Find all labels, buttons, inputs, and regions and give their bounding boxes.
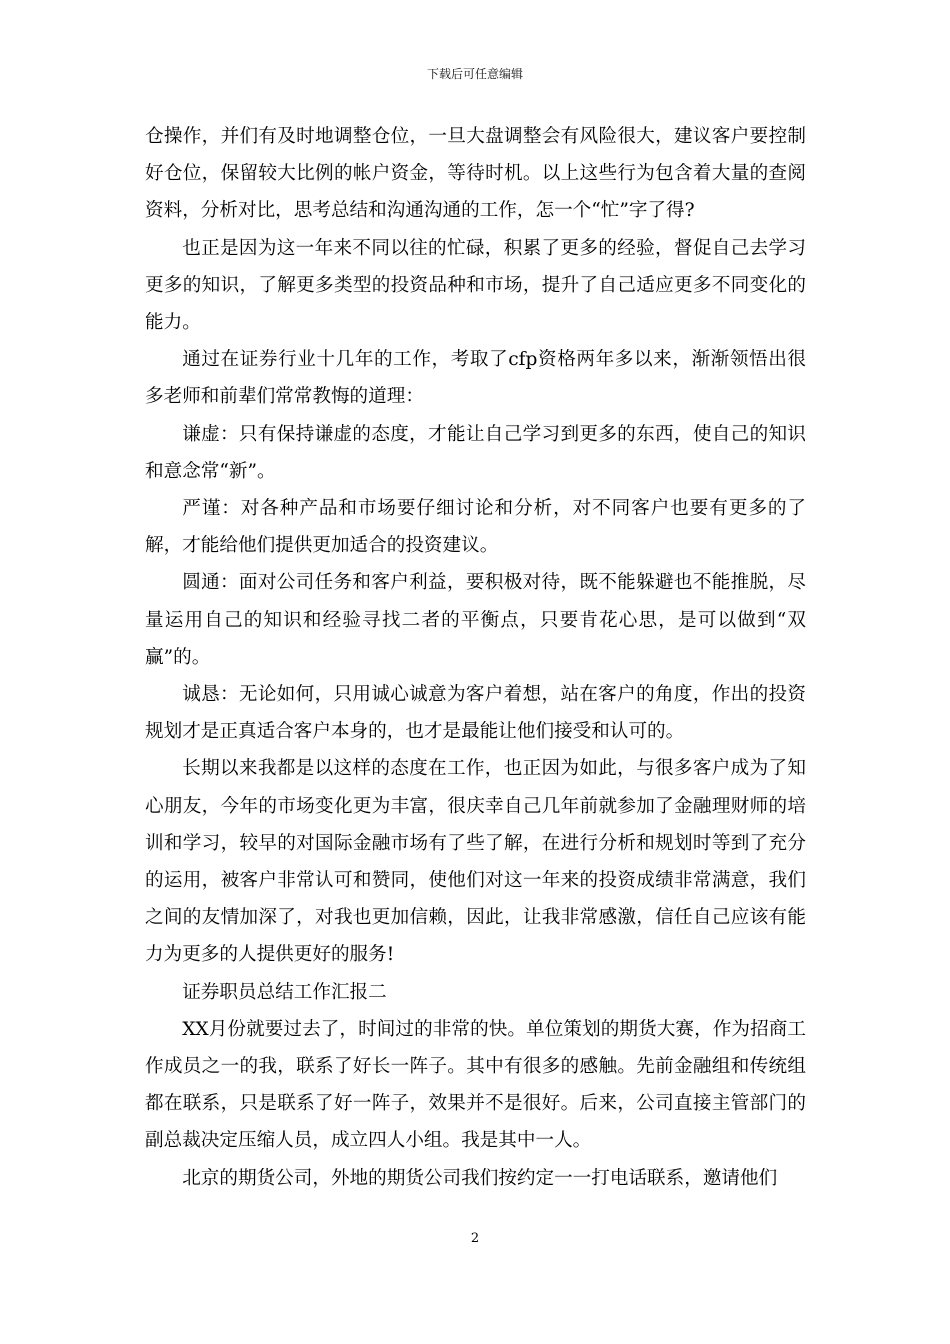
paragraph-rigor: 严谨：对各种产品和市场要仔细讨论和分析，对不同客户也要有更多的了解，才能给他们提供更加适合的投资建议。 [145,498,806,557]
paragraph-flexibility: 圆通：面对公司任务和客户利益，要积极对待，既不能躲避也不能推脱，尽量运用自己的知识和经验寻找二者的平衡点，只要肯花心思，是可以做到“双赢”的。 [145,572,806,668]
paragraph: 北京的期货公司，外地的期货公司我们按约定一一打电话联系，邀请他们 [182,1167,778,1189]
paragraph-continuation: 仓操作，并们有及时地调整仓位，一旦大盘调整会有风险很大，建议客户要控制好仓位，保留较大比例的帐户资金，等待时机。以上这些行为包含着大量的查阅资料，分析对比，思考总结和沟通沟通的工作，怎一个“忙”字了得? [145,126,806,222]
paragraph-sincerity: 诚恳：无论如何，只用诚心诚意为客户着想，站在客户的角度，作出的投资规划才是正真适合客户本身的，也才是最能让他们接受和认可的。 [145,684,806,743]
paragraph: 通过在证券行业十几年的工作，考取了cfp资格两年多以来，渐渐领悟出很多老师和前辈们常常教悔的道理： [145,349,806,408]
paragraph: 长期以来我都是以这样的态度在工作，也正因为如此，与很多客户成为了知心朋友，今年的市场变化更为丰富，很庆幸自己几年前就参加了金融理财师的培训和学习，较早的对国际金融市场有了些了解，在进行分析和规划时等到了充分的运用，被客户非常认可和赞同，使他们对这一年来的投资成绩非常满意，我们之间的友情加深了，对我也更加信赖，因此，让我非常感激，信任自己应该有能力为更多的人提供更好的服务! [145,758,806,966]
paragraph: 也正是因为这一年来不同以往的忙碌，积累了更多的经验，督促自己去学习更多的知识，了解更多类型的投资品种和市场，提升了自己适应更多不同变化的能力。 [145,237,806,334]
paragraph-humility: 谦虚：只有保持谦虚的态度，才能让自己学习到更多的东西，使自己的知识和意念常“新”。 [145,423,806,482]
page-header: 下载后可任意编辑 [426,67,523,81]
document-body [145,118,806,1197]
paragraph: XX月份就要过去了，时间过的非常的快。单位策划的期货大赛，作为招商工作成员之一的我，联系了好长一阵子。其中有很多的感触。先前金融组和传统组都在联系，只是联系了好一阵子，效果并不是很好。后来，公司直接主管部门的副总裁决定压缩人员，成立四人小组。我是其中一人。 [145,1018,806,1152]
page-number: 2 [470,1231,480,1246]
section-heading: 证券职员总结工作汇报二 [182,981,387,1003]
